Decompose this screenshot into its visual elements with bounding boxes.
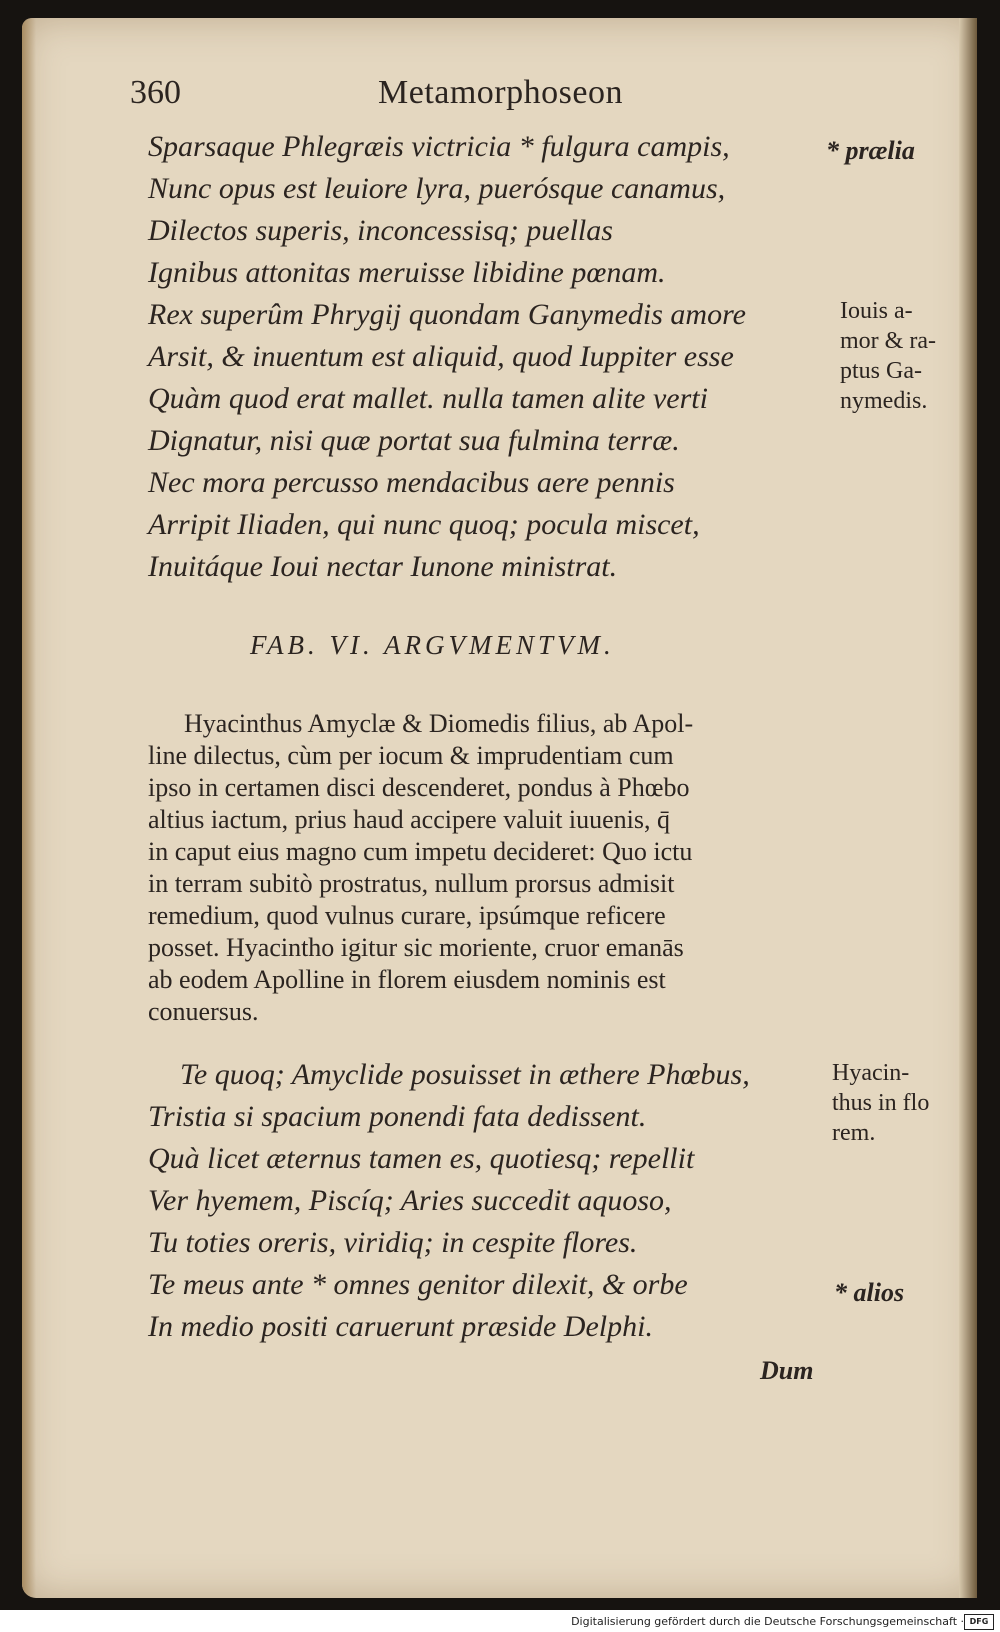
verse-line: Nunc opus est leuiore lyra, puerósque canamus,	[148, 172, 726, 205]
fable-heading: FAB. VI. ARGVMENTVM.	[250, 630, 615, 660]
verse-line: Ignibus attonitas meruisse libidine pœnam.	[148, 256, 666, 289]
margin-note-line: Hyacin-	[832, 1060, 910, 1086]
argument-line: ipso in certamen disci descenderet, pondus à Phœbo	[148, 773, 690, 802]
verse-line: Dilectos superis, inconcessisq; puellas	[148, 214, 613, 247]
argument-line: in caput eius magno cum impetu decideret: Quo ictu	[148, 837, 693, 866]
margin-note-praelia: * prælia	[826, 136, 915, 165]
verse-line: Quàm quod erat mallet. nulla tamen alite verti	[148, 382, 708, 415]
margin-note-iouis	[840, 296, 936, 416]
margin-note-line: ptus Ga-	[840, 358, 922, 384]
margin-note-line: Iouis a-	[840, 298, 913, 324]
running-head	[130, 66, 810, 116]
margin-note-line: nymedis.	[840, 388, 928, 414]
funding-credit: Digitalisierung gefördert durch die Deutsche Forschungsgemeinschaft ·	[571, 1615, 964, 1628]
argument-line: Hyacinthus Amyclæ & Diomedis filius, ab Apol-	[184, 709, 694, 738]
verse-line: Te quoq; Amyclide posuisset in æthere Phœbus,	[180, 1058, 750, 1091]
verse-line: In medio positi caruerunt præside Delphi.	[148, 1310, 653, 1343]
margin-note-line: mor & ra-	[840, 328, 936, 354]
verse-line: Quà licet æternus tamen es, quotiesq; repellit	[148, 1142, 695, 1175]
page-number: 360	[130, 74, 181, 111]
margin-note-alios: * alios	[834, 1278, 905, 1307]
page-edge-stain	[22, 18, 36, 1598]
book-title: Metamorphoseon	[378, 74, 623, 111]
argument-line: posset. Hyacintho igitur sic moriente, cruor emanās	[148, 933, 684, 962]
verse-line: Tu toties oreris, viridiq; in cespite flores.	[148, 1226, 638, 1259]
margin-note-line: thus in flo	[832, 1090, 930, 1116]
argument-line: ab eodem Apolline in florem eiusdem nominis est	[148, 965, 666, 994]
dfg-logo: DFG	[964, 1614, 994, 1630]
verse-line: Sparsaque Phlegræis victricia * fulgura campis,	[148, 130, 730, 163]
verse-line: Nec mora percusso mendacibus aere pennis	[148, 466, 675, 499]
margin-note-hyacinthus	[832, 1058, 929, 1148]
page-gutter-shadow	[959, 18, 977, 1598]
footer-bar	[0, 1610, 1000, 1632]
argument-line: conuersus.	[148, 997, 259, 1026]
argument-line: remedium, quod vulnus curare, ipsúmque reficere	[148, 901, 666, 930]
verse-line: Arripit Iliaden, qui nunc quoq; pocula miscet,	[148, 508, 700, 541]
verse-line: Arsit, & inuentum est aliquid, quod Iuppiter esse	[148, 340, 734, 373]
catchword: Dum	[760, 1356, 814, 1385]
verse-line: Dignatur, nisi quæ portat sua fulmina terræ.	[148, 424, 680, 457]
verse-line: Tristia si spacium ponendi fata dedissent.	[148, 1100, 647, 1133]
verse-line: Rex superûm Phrygij quondam Ganymedis amore	[148, 298, 746, 331]
argument-line: altius iactum, prius haud accipere valuit iuuenis, q̄	[148, 805, 671, 834]
verse-line: Te meus ante * omnes genitor dilexit, & orbe	[148, 1268, 688, 1301]
verse-line: Ver hyemem, Piscíq; Aries succedit aquoso,	[148, 1184, 672, 1217]
verse-line: Inuitáque Ioui nectar Iunone ministrat.	[148, 550, 618, 583]
argument-line: in terram subitò prostratus, nullum prorsus admisit	[148, 869, 675, 898]
margin-note-line: rem.	[832, 1120, 876, 1146]
argument-line: line dilectus, cùm per iocum & imprudentiam cum	[148, 741, 674, 770]
